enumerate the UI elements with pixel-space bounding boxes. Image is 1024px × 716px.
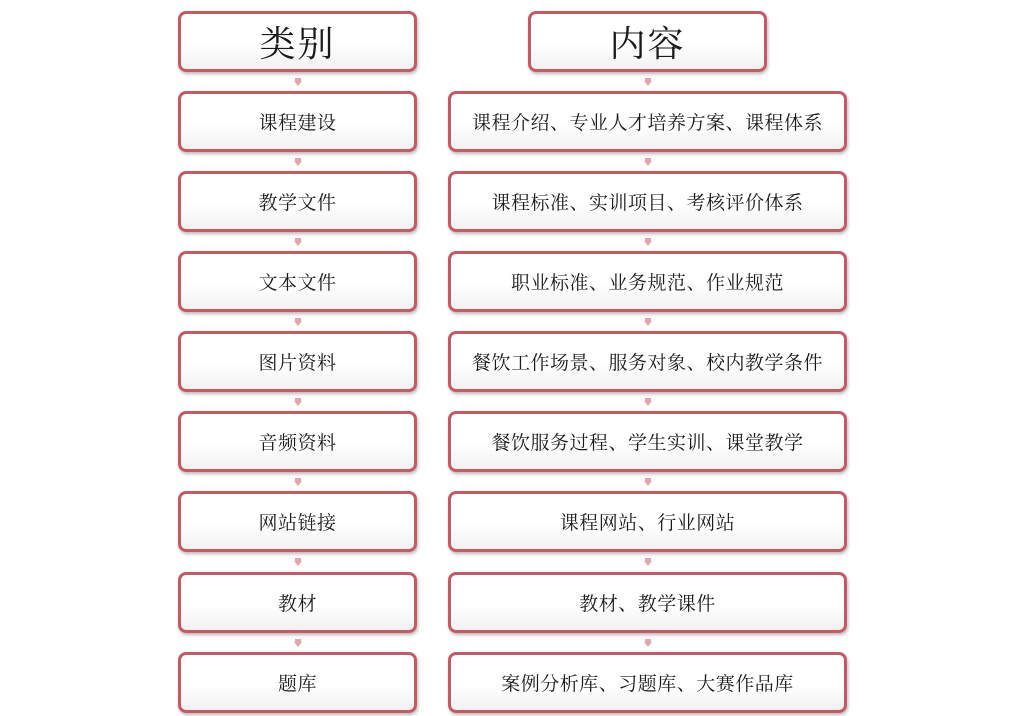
category-label: 网站链接 [258,512,337,534]
category-box-2 [178,171,417,232]
content-label: 教材、教学课件 [579,593,716,615]
arrow-down-icon [294,398,302,406]
arrow-down-icon [644,558,652,566]
content-header [528,11,767,72]
arrow-down-icon [644,158,652,166]
arrow-down-icon [294,158,302,166]
arrow-down-icon [644,318,652,326]
category-label: 教学文件 [258,192,337,214]
content-box-3 [448,251,847,312]
category-box-3 [178,251,417,312]
content-box-7 [448,572,847,633]
arrow-down-icon [294,478,302,486]
content-label: 课程网站、行业网站 [559,512,736,534]
arrow-down-icon [294,318,302,326]
arrow-down-icon [644,478,652,486]
category-label: 课程建设 [258,112,337,134]
content-label: 餐饮服务过程、学生实训、课堂教学 [491,432,804,454]
content-label: 职业标准、业务规范、作业规范 [510,272,784,294]
arrow-down-icon [644,398,652,406]
category-box-7 [178,572,417,633]
arrow-down-icon [644,78,652,86]
content-box-5 [448,411,847,472]
category-label: 教材 [277,593,317,615]
arrow-down-icon [644,238,652,246]
arrow-down-icon [294,639,302,647]
category-header-label: 类别 [259,24,336,65]
content-box-2 [448,171,847,232]
category-header [178,11,417,72]
category-box-5 [178,411,417,472]
arrow-down-icon [294,78,302,86]
category-box-1 [178,91,417,152]
content-label: 课程介绍、专业人才培养方案、课程体系 [471,112,823,134]
content-label: 案例分析库、习题库、大赛作品库 [501,673,794,695]
content-header-label: 内容 [609,24,686,65]
content-box-4 [448,331,847,392]
category-box-6 [178,491,417,552]
content-label: 餐饮工作场景、服务对象、校内教学条件 [471,352,823,374]
category-box-4 [178,331,417,392]
category-label: 音频资料 [258,432,337,454]
content-box-8 [448,652,847,713]
category-label: 图片资料 [258,352,337,374]
arrow-down-icon [294,238,302,246]
arrow-down-icon [294,558,302,566]
category-label: 文本文件 [258,272,337,294]
arrow-down-icon [644,639,652,647]
category-label: 题库 [277,673,317,695]
content-box-6 [448,491,847,552]
content-box-1 [448,91,847,152]
content-label: 课程标准、实训项目、考核评价体系 [491,192,804,214]
category-box-8 [178,652,417,713]
